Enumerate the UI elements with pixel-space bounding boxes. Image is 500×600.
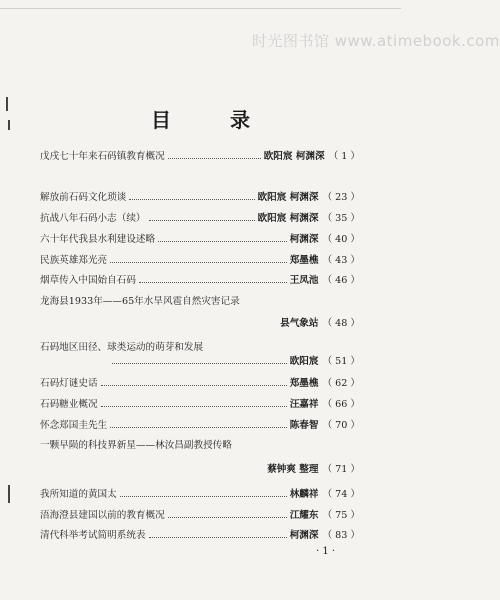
toc-entry	[40, 506, 360, 522]
toc-entry-title: 怀念郑国圭先生	[40, 420, 108, 431]
toc-entry	[40, 416, 360, 432]
page-number: · 1 ·	[316, 546, 336, 557]
watermark: 时光图书馆 www.atimebook.com	[252, 32, 500, 50]
toc-entry-page: （ 74 ）	[322, 489, 360, 500]
dot-leader	[168, 151, 261, 159]
dot-leader	[129, 192, 254, 200]
toc-entry	[40, 147, 360, 163]
toc-entry-title: 石码地区田径、球类运动的萌芽和发展	[40, 342, 204, 353]
toc-entry-author: 县气象站	[280, 318, 319, 329]
toc-entry	[40, 271, 360, 287]
toc-entry-title: 浯海澄县建国以前的教育概况	[40, 510, 165, 521]
dot-leader	[120, 489, 287, 497]
scan-speck	[8, 485, 10, 503]
toc-entry-author: 郑墨樵	[289, 378, 319, 389]
toc-entry-title: 民族英雄郑光亮	[40, 255, 108, 266]
dot-leader	[149, 213, 255, 221]
toc-entry	[40, 209, 360, 225]
toc-entry-page: （ 43 ）	[322, 255, 360, 266]
dot-leader	[101, 378, 287, 386]
dot-leader	[110, 420, 287, 428]
toc-entry-author: 郑墨樵	[289, 255, 319, 266]
toc-entry-page: （ 70 ）	[322, 420, 360, 431]
toc-entry-title: 解放前石码文化琐谈	[40, 192, 127, 203]
toc-entry-page: （ 35 ）	[322, 213, 360, 224]
toc-entry	[40, 526, 360, 542]
dot-leader	[149, 530, 287, 538]
toc-entry-title: 烟草传入中国始自石码	[40, 275, 136, 286]
toc-entry-page: （ 71 ）	[322, 464, 360, 475]
toc-entry-author: 王凤池	[289, 275, 319, 286]
toc-entry-author: 柯渊深	[289, 530, 319, 541]
toc-entry-page: （ 66 ）	[322, 399, 360, 410]
toc-entry-author: 欧阳宸	[289, 356, 319, 367]
toc-entry	[40, 395, 360, 411]
dot-leader	[110, 255, 287, 263]
toc-entry	[40, 314, 360, 330]
toc-entry-page: （ 40 ）	[322, 234, 360, 245]
toc-entry-page: （ 75 ）	[322, 510, 360, 521]
toc-entry-author: 蔡钟爽 整理	[267, 464, 319, 475]
toc-entry	[40, 352, 360, 368]
dot-leader	[101, 399, 287, 407]
toc-entry-title: 戊戌七十年来石码镇教育概况	[40, 151, 165, 162]
page-title: 目 录	[151, 108, 276, 132]
toc-entry-page: （ 48 ）	[322, 318, 360, 329]
toc-entry-author: 欧阳宸 柯渊深	[263, 151, 325, 162]
toc-entry-title: 一颗早陨的科技界新星——林汝昌副教授传略	[40, 440, 232, 451]
toc-entry	[40, 188, 360, 204]
toc-entry-title: 我所知道的黄国太	[40, 489, 117, 500]
toc-entry-title: 抗战八年石码小志（续）	[40, 213, 146, 224]
toc-entry-title: 清代科举考试简明系统表	[40, 530, 146, 541]
dot-leader	[139, 275, 287, 283]
dot-leader	[158, 234, 287, 242]
toc-entry-title: 石码灯谜史话	[40, 378, 98, 389]
page-top-border	[0, 8, 401, 9]
dot-leader	[112, 356, 287, 364]
toc-entry-page: （ 62 ）	[322, 378, 360, 389]
toc-entry	[40, 374, 360, 390]
toc-entry-title: 石码糖业概况	[40, 399, 98, 410]
toc-entry-author: 欧阳宸 柯渊深	[257, 213, 319, 224]
toc-entry-title: 龙海县1933年——65年水旱风雹自然灾害记录	[40, 296, 240, 307]
dot-leader	[168, 510, 287, 518]
toc-entry-page: （ 83 ）	[322, 530, 360, 541]
toc-entry	[40, 230, 360, 246]
toc-entry-author: 林麟祥	[289, 489, 319, 500]
toc-entry-page: （ 51 ）	[322, 356, 360, 367]
toc-entry-page: （ 46 ）	[322, 275, 360, 286]
toc-entry-page: （ 23 ）	[322, 192, 360, 203]
toc-entry	[40, 251, 360, 267]
toc-entry-title: 六十年代我县水利建设述略	[40, 234, 156, 245]
toc-entry-author: 欧阳宸 柯渊深	[257, 192, 319, 203]
toc-entry	[40, 485, 360, 501]
toc-entry-author: 汪嘉祥	[289, 399, 319, 410]
toc-entry-author: 陈春智	[289, 420, 319, 431]
toc-entry-page: （ 1 ）	[328, 151, 360, 162]
toc-entry	[40, 460, 360, 476]
toc-entry-author: 柯渊深	[289, 234, 319, 245]
toc-entry-author: 江耀东	[289, 510, 319, 521]
